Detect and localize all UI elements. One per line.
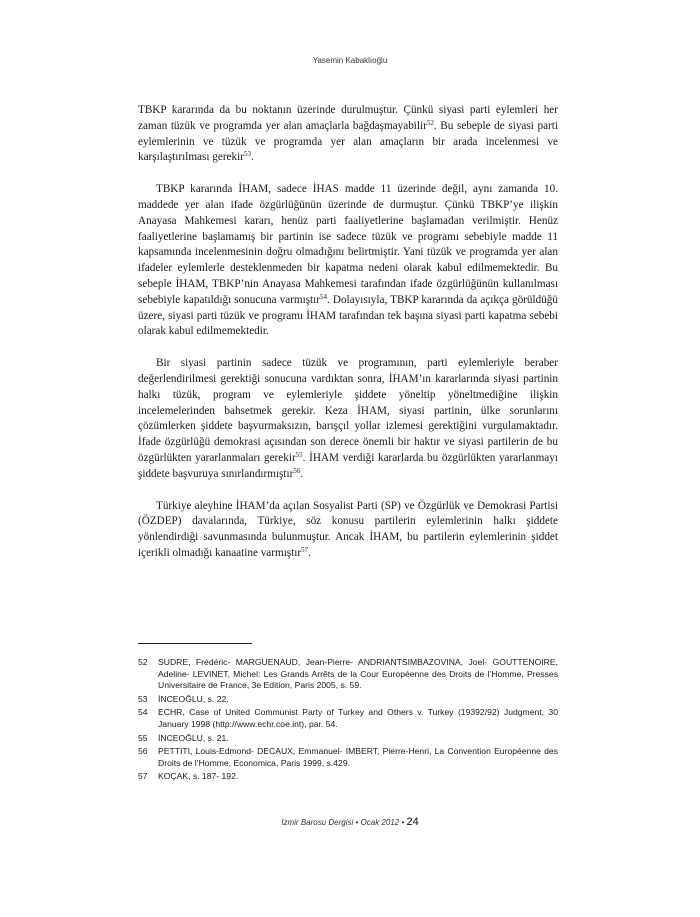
- paragraph-text: .: [250, 151, 254, 164]
- footnote-text: SUDRE, Frédéric- MARGUENAUD, Jean-Pierre- ANDRIANTSIMBAZOVINA, Joel- GOUTTENOIRE, Adeline- LEVINET, Michel: Les Grands Arrêts de la Cour Européenne des Droits de l’Homme, Presses Universitaire de France, 3e Edition, Paris 2005, s. 59.: [158, 657, 558, 691]
- footnote-reference[interactable]: 52: [426, 118, 434, 127]
- footnote-text: ECHR, Case of United Communist Party of Turkey and Others v. Turkey (19392/92) Judgment, 30 January 1998 (http://www.echr.coe.int), par. 54.: [158, 707, 558, 729]
- footnote-number: 53: [138, 693, 148, 704]
- footnote-reference[interactable]: 56: [293, 466, 301, 475]
- footnote-text: İNCEOĞLU, s. 22.: [158, 693, 229, 704]
- paragraph-text: .: [308, 546, 311, 559]
- body-paragraph: [138, 182, 558, 340]
- footnote-number: 55: [138, 732, 148, 743]
- paragraph-text: TBKP kararında da bu noktanın üzerinde durulmuştur. Çünkü siyasi parti eylemleri her zaman tüzük ve programda yer alan amaçlarla bağdaşmayabilir: [138, 104, 558, 132]
- main-text: [138, 103, 558, 578]
- body-paragraph: [138, 499, 558, 562]
- paragraph-text: TBKP kararında İHAM, sadece İHAS madde 11 üzerinde değil, aynı zamanda 10. maddede yer alan ifade özgürlüğünün üzerinde de durmuştur. Çünkü TBKP’ye ilişkin Anayasa Mahkemesi kararı, henüz parti faaliyetlerine başlamadan verilmiştir. Henüz faaliyetlerine başlamamış bir partinin ise sadece tüzük ve programı sebebiyle madde 11 kapsamında incelenmesinin doğru olmadığını belirtmiştir. Yani tüzük ve programda yer alan ifadeler eylemlerle desteklenmeden bir kapatma nedeni olarak kabul edilmemektedir. Bu sebeple İHAM, TBKP’nin Anayasa Mahkemesi tarafından ifade özgürlüğünün kullanılması sebebiyle kapatıldığı sonucuna varmıştır: [138, 183, 558, 306]
- footnote-number: 54: [138, 707, 148, 718]
- paragraph-text: Bir siyasi partinin sadece tüzük ve programının, parti eylemleriyle beraber değerlendirilmesi gerektiği sonucuna vardıktan sonra, İHAM’ın kararlarında siyasi partinin halkı tüzük, program ve eylemleriyle şiddete yöneltip yöneltmediğine ilişkin incelemelerinden bahsetmek gerekir. Keza İHAM, siyasi partinin, ülke sorunlarını çözümlerken şiddete başvurmaksızın, barışçıl yollar izlemesi gerektiğini vurgulamaktadır. İfade özgürlüğü demokrasi açısından son derece önemli bir haktır ve siyasi partilerin de bu özgürlükten yararlanmaları gerekir: [138, 357, 558, 464]
- footer-separator: •: [399, 818, 407, 827]
- paragraph-text: . İHAM verdiği kararlarda bu özgürlükten yararlanmayı şiddete başvuruya sınırlandırmıştır: [138, 451, 558, 480]
- footnote-number: 57: [138, 771, 148, 782]
- footnote-text: PETTITI, Louis-Edmond- DECAUX, Emmanuel- IMBERT, Pierre-Henri, La Convention Européenne des Droits de l’Homme, Economica, Paris 1999, s.429.: [158, 746, 558, 768]
- footer-separator: •: [353, 818, 361, 827]
- footnote-reference[interactable]: 53: [243, 150, 251, 159]
- footnote-item: [138, 746, 558, 769]
- footer-issue: Ocak 2012: [360, 818, 400, 827]
- footnote-item: [138, 694, 558, 706]
- body-paragraph: [138, 103, 558, 166]
- page-footer: [0, 816, 700, 828]
- footnote-number: 52: [138, 657, 148, 667]
- footnote-item: [138, 733, 558, 745]
- footnote-text: KOÇAK, s. 187- 192.: [158, 771, 239, 782]
- paragraph-text: . Dolayısıyla, TBKP kararında da açıkça görüldüğü üzere, siyasi parti tüzük ve programı İHAM tarafından tek başına siyasi parti kapatma sebebi olarak kabul edilmemektedir.: [138, 293, 558, 338]
- running-header: [0, 56, 700, 65]
- footnote-item: [138, 707, 558, 730]
- header-author: Yasemin Kabaklıoğlu: [312, 56, 388, 65]
- footnote-separator: [138, 643, 252, 644]
- footnote-number: 56: [138, 746, 148, 757]
- page-number: 24: [406, 816, 419, 828]
- footer-journal: İzmir Barosu Dergisi: [281, 818, 354, 827]
- footnote-item: [138, 771, 558, 783]
- footnote-text: İNCEOĞLU, s. 21.: [158, 732, 229, 743]
- paragraph-text: .: [300, 467, 304, 480]
- paragraph-text: Türkiye aleyhine İHAM’da açılan Sosyalist Parti (SP) ve Özgürlük ve Demokrasi Partisi (ÖZDEP) davalarında, Türkiye, söz konusu partilerin eylemlerinin halkı şiddete yönlendirdiği savunmasında bulunmuştur. Ancak İHAM, bu partilerin eylemlerinin şiddet içerikli olmadığı kanaatine varmıştır: [138, 499, 558, 559]
- footnotes: [138, 657, 558, 785]
- footnote-item: [138, 657, 558, 692]
- footnote-reference[interactable]: 57: [301, 545, 309, 554]
- footnote-reference[interactable]: 54: [320, 292, 327, 301]
- body-paragraph: [138, 356, 558, 482]
- footnote-reference[interactable]: 55: [295, 450, 303, 459]
- paragraph-text: . Bu sebeple de siyasi parti eylemlerinin ve tüzük ve programda yer alan amaçların bir arada incelenmesi ve karşılaştırılması gerekir: [138, 119, 558, 164]
